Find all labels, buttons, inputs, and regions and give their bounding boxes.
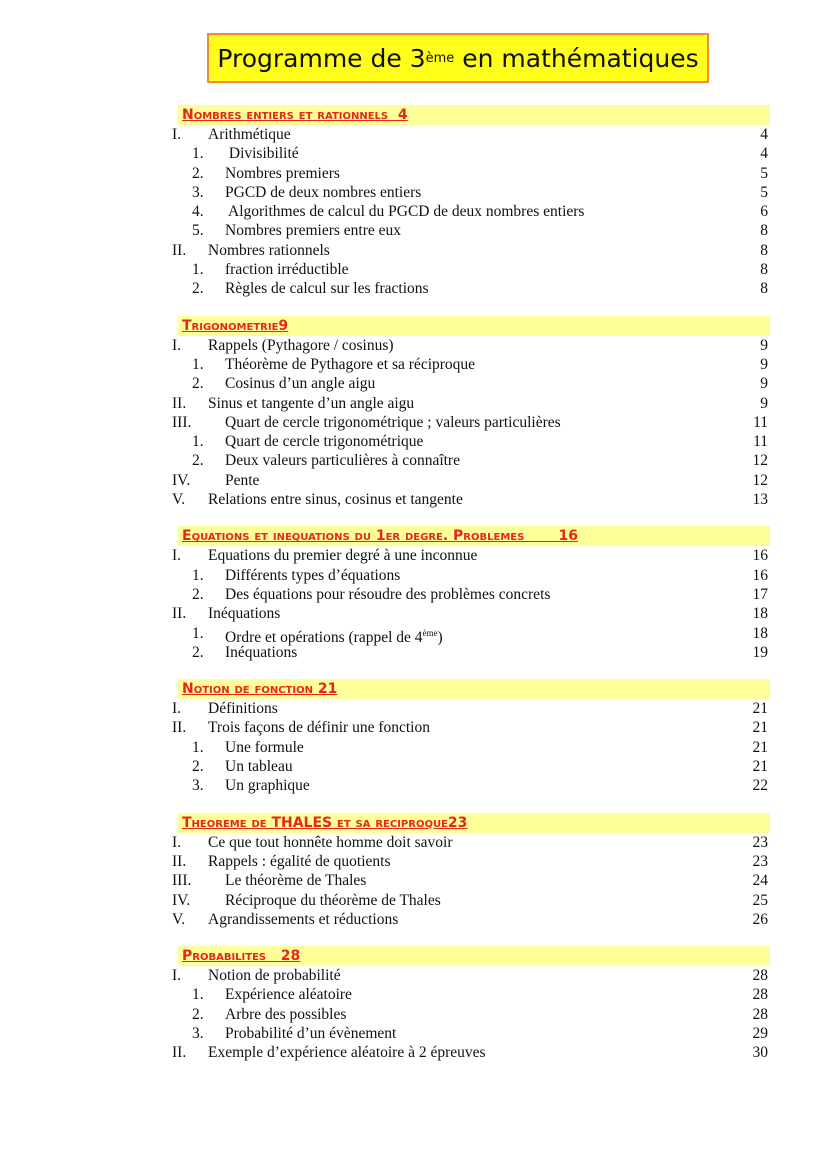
entry-title-text: Un tableau bbox=[225, 758, 293, 776]
entry-title-text: Arithmétique bbox=[208, 126, 291, 143]
toc-entry[interactable] bbox=[172, 451, 770, 470]
entry-title bbox=[225, 757, 293, 776]
entry-page: 9 bbox=[760, 336, 768, 354]
entry-title bbox=[208, 546, 477, 565]
entry-number: II. bbox=[172, 605, 187, 623]
entry-number: II. bbox=[172, 241, 187, 259]
entry-page: 5 bbox=[760, 183, 768, 201]
entry-title bbox=[208, 718, 430, 737]
toc-entry[interactable] bbox=[172, 738, 770, 757]
entry-page: 29 bbox=[752, 1024, 768, 1042]
entry-title-text: Inéquations bbox=[225, 643, 298, 661]
entry-page: 9 bbox=[760, 355, 768, 373]
entry-number: 2. bbox=[192, 452, 204, 470]
entry-page: 18 bbox=[752, 605, 768, 623]
entry-title bbox=[225, 374, 375, 393]
toc-entry[interactable] bbox=[172, 871, 770, 890]
entry-title-text: Règles de calcul sur les fractions bbox=[225, 280, 429, 298]
entry-number: 3. bbox=[192, 1024, 204, 1042]
entry-title-text: Pente bbox=[225, 471, 260, 489]
entry-number: I. bbox=[172, 833, 182, 851]
entry-title-text: Des équations pour résoudre des problèmes concrets bbox=[225, 585, 551, 603]
toc-entry[interactable] bbox=[172, 336, 770, 355]
entry-title-text: Rappels (Pythagore / cosinus) bbox=[208, 336, 394, 354]
section-gap bbox=[388, 107, 398, 123]
entry-title-text: Théorème de Pythagore et sa réciproque bbox=[225, 355, 476, 373]
entry-number: 1. bbox=[192, 566, 204, 584]
entry-title bbox=[225, 1005, 346, 1024]
toc-entry[interactable] bbox=[172, 471, 770, 490]
entry-page: 25 bbox=[752, 891, 768, 909]
section-heading[interactable] bbox=[178, 813, 770, 833]
entry-title-text: fraction irréductible bbox=[225, 261, 349, 279]
toc-entry[interactable] bbox=[172, 585, 770, 604]
entry-title bbox=[208, 490, 463, 509]
entry-number: I. bbox=[172, 336, 182, 354]
entry-title bbox=[225, 413, 561, 432]
entry-title bbox=[225, 985, 352, 1004]
entry-number: 1. bbox=[192, 145, 204, 163]
section-title: Probabilites bbox=[182, 948, 267, 965]
entry-number: II. bbox=[172, 394, 187, 412]
toc-entry[interactable] bbox=[172, 891, 770, 910]
entry-title-text: Notion de probabilité bbox=[208, 967, 341, 985]
toc-section bbox=[172, 105, 770, 299]
entry-title bbox=[208, 336, 394, 355]
section-title: Nombres entiers et rationnels bbox=[182, 107, 389, 123]
toc-entry[interactable] bbox=[172, 125, 770, 144]
section-title: Notion de fonction bbox=[182, 681, 313, 698]
title-rest: en mathématiques bbox=[454, 43, 699, 73]
entry-title bbox=[225, 566, 400, 585]
table-of-contents bbox=[172, 105, 770, 1080]
entry-page: 6 bbox=[760, 203, 768, 221]
entry-title bbox=[208, 699, 278, 718]
section-heading[interactable] bbox=[178, 946, 770, 966]
entry-page: 5 bbox=[760, 164, 768, 182]
entry-title-text: Réciproque du théorème de Thales bbox=[225, 891, 441, 909]
entry-number: 1. bbox=[192, 433, 204, 451]
entry-page: 17 bbox=[752, 585, 768, 603]
entry-page: 16 bbox=[752, 547, 768, 565]
entry-title bbox=[225, 871, 366, 890]
entry-page: 8 bbox=[760, 280, 768, 298]
entry-title-text: Agrandissements et réductions bbox=[208, 910, 399, 928]
entry-number: 1. bbox=[192, 986, 204, 1004]
entry-title bbox=[208, 852, 391, 871]
entry-title bbox=[208, 910, 398, 929]
toc-entry[interactable] bbox=[172, 355, 770, 374]
section-title: Theoreme de THALES et sa reciproque bbox=[182, 814, 448, 831]
entry-title-text: Equations du premier degré à une inconnue bbox=[208, 547, 478, 565]
toc-entry[interactable] bbox=[172, 413, 770, 432]
toc-entry[interactable] bbox=[172, 566, 770, 585]
entry-title bbox=[208, 125, 291, 144]
toc-section bbox=[172, 316, 770, 510]
toc-section bbox=[172, 813, 770, 929]
section-heading[interactable] bbox=[178, 316, 770, 336]
entry-title-text: Cosinus d’un angle aigu bbox=[225, 375, 376, 393]
section-heading[interactable] bbox=[178, 105, 770, 125]
entry-page: 12 bbox=[752, 452, 768, 470]
section-gap bbox=[266, 948, 281, 964]
entry-title bbox=[225, 585, 550, 604]
entry-superscript: ème bbox=[422, 627, 438, 638]
toc-section bbox=[172, 946, 770, 1062]
entry-page: 8 bbox=[760, 261, 768, 279]
entry-number: 2. bbox=[192, 280, 204, 298]
entry-number: IV. bbox=[172, 471, 191, 489]
entry-number: IV. bbox=[172, 891, 191, 909]
entry-title-text: Relations entre sinus, cosinus et tangente bbox=[208, 491, 463, 509]
entry-number: 1. bbox=[192, 355, 204, 373]
entry-page: 28 bbox=[752, 967, 768, 985]
entry-page: 13 bbox=[752, 491, 768, 509]
entry-number: 4. bbox=[192, 203, 204, 221]
entry-title bbox=[225, 432, 423, 451]
toc-entry[interactable] bbox=[172, 604, 770, 623]
entry-page: 23 bbox=[752, 852, 768, 870]
entry-title-text: Quart de cercle trigonométrique ; valeurs particulières bbox=[225, 413, 561, 431]
entry-title-text: Quart de cercle trigonométrique bbox=[225, 433, 424, 451]
section-page: 28 bbox=[280, 948, 301, 965]
toc-entry[interactable] bbox=[172, 985, 770, 1004]
toc-entry[interactable] bbox=[172, 183, 770, 202]
section-page: 16 bbox=[558, 528, 578, 545]
toc-entry[interactable] bbox=[172, 852, 770, 871]
toc-entry[interactable] bbox=[172, 624, 770, 646]
toc-entry[interactable] bbox=[172, 1043, 770, 1062]
toc-entry[interactable] bbox=[172, 718, 770, 737]
toc-entry[interactable] bbox=[172, 966, 770, 985]
entry-title-text: Ce que tout honnête homme doit savoir bbox=[208, 833, 453, 851]
toc-entry[interactable] bbox=[172, 241, 770, 260]
entry-page: 21 bbox=[752, 758, 768, 776]
toc-entry[interactable] bbox=[172, 374, 770, 393]
section-heading[interactable] bbox=[178, 679, 770, 699]
page-title bbox=[207, 33, 709, 83]
title-text: Programme de 3 bbox=[217, 43, 426, 73]
entry-title bbox=[225, 643, 297, 662]
entry-page: 26 bbox=[752, 910, 768, 928]
entry-number: V. bbox=[172, 910, 186, 928]
entry-number: I. bbox=[172, 967, 182, 985]
entry-title bbox=[225, 183, 421, 202]
entry-title bbox=[225, 164, 340, 183]
toc-entry[interactable] bbox=[172, 164, 770, 183]
section-title: Trigonometrie bbox=[182, 317, 279, 334]
toc-entry[interactable] bbox=[172, 833, 770, 852]
entry-page: 9 bbox=[760, 375, 768, 393]
toc-entry[interactable] bbox=[172, 757, 770, 776]
entry-number: 5. bbox=[192, 222, 204, 240]
entry-page: 18 bbox=[752, 624, 768, 642]
entry-page: 21 bbox=[752, 700, 768, 718]
entry-title bbox=[225, 738, 304, 757]
entry-title-text: Exemple d’expérience aléatoire à 2 épreuves bbox=[208, 1044, 486, 1062]
entry-title bbox=[225, 202, 584, 221]
toc-entry[interactable] bbox=[172, 643, 770, 662]
entry-title-text: Ordre et opérations (rappel de 4 bbox=[225, 628, 423, 646]
entry-title-text: Algorithmes de calcul du PGCD de deux nombres entiers bbox=[225, 203, 585, 221]
toc-entry[interactable] bbox=[172, 432, 770, 451]
entry-title-text: PGCD de deux nombres entiers bbox=[225, 183, 422, 201]
entry-title-text: Inéquations bbox=[208, 605, 281, 623]
entry-page: 22 bbox=[752, 777, 768, 795]
toc-entry[interactable] bbox=[172, 546, 770, 565]
entry-number: 1. bbox=[192, 738, 204, 756]
entry-page: 8 bbox=[760, 222, 768, 240]
entry-page: 28 bbox=[752, 1005, 768, 1023]
toc-entry[interactable] bbox=[172, 394, 770, 413]
entry-number: 2. bbox=[192, 164, 204, 182]
entry-title-text: Le théorème de Thales bbox=[225, 872, 367, 890]
entry-title bbox=[225, 891, 441, 910]
entry-number: 2. bbox=[192, 375, 204, 393]
entry-title-text: Nombres premiers bbox=[225, 164, 340, 182]
toc-section bbox=[172, 679, 770, 795]
entry-page: 9 bbox=[760, 394, 768, 412]
entry-number: 2. bbox=[192, 643, 204, 661]
entry-title-text: Nombres premiers entre eux bbox=[225, 222, 402, 240]
entry-number: V. bbox=[172, 491, 186, 509]
entry-title-text: Un graphique bbox=[225, 777, 310, 795]
entry-page: 8 bbox=[760, 241, 768, 259]
toc-entry[interactable] bbox=[172, 776, 770, 795]
entry-title-text: Deux valeurs particulières à connaître bbox=[225, 452, 460, 470]
entry-title-text: Définitions bbox=[208, 700, 278, 718]
entry-title bbox=[208, 241, 330, 260]
toc-entry[interactable] bbox=[172, 260, 770, 279]
entry-number: 1. bbox=[192, 624, 204, 642]
entry-title bbox=[208, 1043, 486, 1062]
entry-page: 11 bbox=[753, 413, 768, 431]
title-superscript: ème bbox=[425, 50, 455, 66]
entry-title bbox=[208, 966, 341, 985]
entry-title bbox=[225, 355, 475, 374]
entry-title bbox=[225, 1024, 396, 1043]
entry-page: 30 bbox=[752, 1044, 768, 1062]
entry-page: 21 bbox=[752, 719, 768, 737]
entry-title-suffix: ) bbox=[437, 628, 443, 646]
entry-page: 11 bbox=[753, 433, 768, 451]
toc-entry[interactable] bbox=[172, 910, 770, 929]
entry-title bbox=[208, 833, 453, 852]
entry-page: 12 bbox=[752, 471, 768, 489]
entry-number: 1. bbox=[192, 261, 204, 279]
entry-page: 21 bbox=[752, 738, 768, 756]
entry-page: 4 bbox=[760, 145, 768, 163]
entry-title bbox=[225, 451, 460, 470]
toc-entry[interactable] bbox=[172, 221, 770, 240]
entry-title bbox=[225, 471, 259, 490]
entry-title-text: Arbre des possibles bbox=[225, 1005, 347, 1023]
entry-title-text: Rappels : égalité de quotients bbox=[208, 852, 391, 870]
entry-title bbox=[225, 144, 299, 163]
entry-number: 3. bbox=[192, 183, 204, 201]
entry-number: III. bbox=[172, 872, 192, 890]
entry-title-text: Divisibilité bbox=[225, 145, 299, 163]
entry-number: 3. bbox=[192, 777, 204, 795]
section-gap bbox=[524, 528, 558, 544]
toc-entry[interactable] bbox=[172, 1005, 770, 1024]
entry-number: II. bbox=[172, 1044, 187, 1062]
toc-entry[interactable] bbox=[172, 490, 770, 509]
entry-title-text: Nombres rationnels bbox=[208, 241, 330, 259]
section-title: Equations et inequations du 1er degre. Problemes bbox=[182, 528, 525, 545]
toc-entry[interactable] bbox=[172, 279, 770, 298]
entry-number: II. bbox=[172, 852, 187, 870]
entry-title-text: Trois façons de définir une fonction bbox=[208, 719, 430, 737]
section-page: 9 bbox=[278, 317, 289, 334]
entry-number: I. bbox=[172, 700, 182, 718]
entry-number: 2. bbox=[192, 1005, 204, 1023]
toc-entry[interactable] bbox=[172, 699, 770, 718]
entry-page: 16 bbox=[752, 566, 768, 584]
entry-number: 2. bbox=[192, 585, 204, 603]
section-page: 21 bbox=[317, 681, 338, 698]
entry-title-text: Probabilité d’un évènement bbox=[225, 1024, 397, 1042]
entry-page: 28 bbox=[752, 986, 768, 1004]
toc-entry[interactable] bbox=[172, 202, 770, 221]
entry-title-text: Différents types d’équations bbox=[225, 566, 401, 584]
entry-page: 19 bbox=[752, 643, 768, 661]
entry-title bbox=[225, 776, 310, 795]
entry-title bbox=[208, 604, 280, 623]
entry-title bbox=[225, 260, 349, 279]
entry-title-text: Sinus et tangente d’un angle aigu bbox=[208, 394, 415, 412]
toc-entry[interactable] bbox=[172, 144, 770, 163]
entry-page: 23 bbox=[752, 833, 768, 851]
section-heading[interactable] bbox=[178, 526, 770, 546]
entry-page: 24 bbox=[752, 872, 768, 890]
entry-number: 2. bbox=[192, 758, 204, 776]
toc-section bbox=[172, 526, 770, 662]
entry-number: I. bbox=[172, 126, 182, 143]
entry-number: II. bbox=[172, 719, 187, 737]
entry-number: III. bbox=[172, 413, 192, 431]
entry-number: I. bbox=[172, 547, 182, 565]
toc-entry[interactable] bbox=[172, 1024, 770, 1043]
section-page: 23 bbox=[447, 814, 468, 831]
entry-title bbox=[208, 394, 414, 413]
entry-title-text: Une formule bbox=[225, 738, 304, 756]
entry-title bbox=[225, 279, 429, 298]
section-page: 4 bbox=[397, 107, 408, 123]
entry-title-text: Expérience aléatoire bbox=[225, 986, 352, 1004]
entry-page: 4 bbox=[760, 126, 768, 143]
entry-title bbox=[225, 221, 401, 240]
